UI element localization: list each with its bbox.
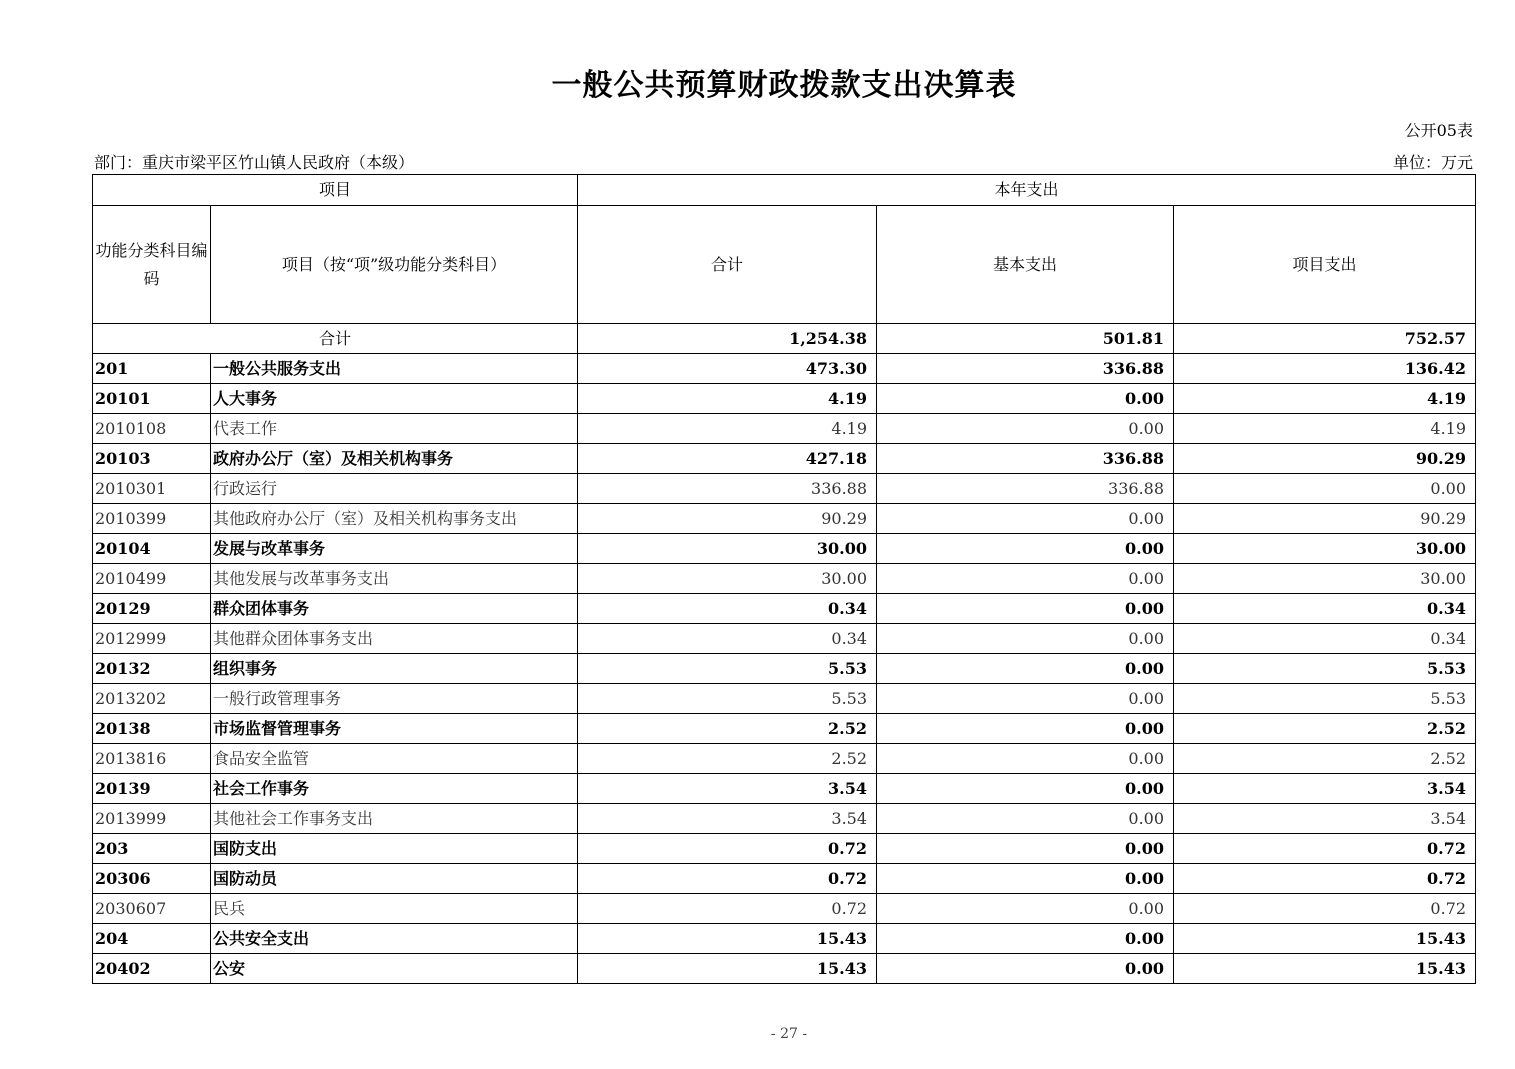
row-project: 0.72	[1174, 834, 1476, 864]
row-code: 20139	[93, 774, 211, 804]
page-number: - 27 -	[770, 1026, 808, 1042]
row-basic: 0.00	[877, 684, 1174, 714]
row-code: 20104	[93, 534, 211, 564]
table-row	[93, 624, 1476, 654]
row-basic: 0.00	[877, 864, 1174, 894]
row-code: 204	[93, 924, 211, 954]
row-name: 其他群众团体事务支出	[211, 624, 578, 654]
row-total: 3.54	[578, 804, 877, 834]
total-amount: 1,254.38	[578, 324, 877, 354]
row-project: 4.19	[1174, 384, 1476, 414]
row-code: 2010499	[93, 564, 211, 594]
row-total: 30.00	[578, 534, 877, 564]
row-basic: 0.00	[877, 624, 1174, 654]
row-code: 2013202	[93, 684, 211, 714]
unit-label: 单位：万元	[1392, 153, 1473, 172]
row-name: 政府办公厅（室）及相关机构事务	[211, 444, 578, 474]
table-row	[93, 444, 1476, 474]
table-row	[93, 744, 1476, 774]
row-basic: 0.00	[877, 654, 1174, 684]
row-code: 20129	[93, 594, 211, 624]
row-project: 2.52	[1174, 744, 1476, 774]
table-row	[93, 354, 1476, 384]
header-row-main	[93, 175, 1476, 206]
row-name: 民兵	[211, 894, 578, 924]
header-project: 项目支出	[1174, 206, 1476, 324]
table-row	[93, 894, 1476, 924]
row-name: 代表工作	[211, 414, 578, 444]
row-total: 4.19	[578, 414, 877, 444]
table-row	[93, 504, 1476, 534]
row-name: 其他政府办公厅（室）及相关机构事务支出	[211, 504, 578, 534]
row-name: 群众团体事务	[211, 594, 578, 624]
header-item: 项目	[93, 175, 578, 206]
row-code: 2030607	[93, 894, 211, 924]
row-code: 20103	[93, 444, 211, 474]
row-name: 公共安全支出	[211, 924, 578, 954]
row-code: 20132	[93, 654, 211, 684]
row-total: 0.72	[578, 864, 877, 894]
row-basic: 0.00	[877, 924, 1174, 954]
row-project: 15.43	[1174, 924, 1476, 954]
row-name: 社会工作事务	[211, 774, 578, 804]
row-project: 5.53	[1174, 684, 1476, 714]
header-row-sub	[93, 206, 1476, 324]
row-name: 公安	[211, 954, 578, 984]
expenditure-table	[92, 174, 1476, 984]
row-name: 国防支出	[211, 834, 578, 864]
table-row	[93, 414, 1476, 444]
header-basic: 基本支出	[877, 206, 1174, 324]
row-basic: 0.00	[877, 894, 1174, 924]
row-total: 4.19	[578, 384, 877, 414]
row-total: 3.54	[578, 774, 877, 804]
total-label: 合计	[93, 324, 578, 354]
table-row	[93, 594, 1476, 624]
row-project: 4.19	[1174, 414, 1476, 444]
row-total: 336.88	[578, 474, 877, 504]
row-basic: 0.00	[877, 834, 1174, 864]
row-basic: 0.00	[877, 714, 1174, 744]
table-row	[93, 384, 1476, 414]
row-name: 食品安全监管	[211, 744, 578, 774]
row-basic: 0.00	[877, 414, 1174, 444]
row-total: 0.34	[578, 624, 877, 654]
table-number: 公开05表	[1404, 121, 1473, 140]
row-name: 发展与改革事务	[211, 534, 578, 564]
row-total: 15.43	[578, 954, 877, 984]
table-row	[93, 804, 1476, 834]
row-project: 90.29	[1174, 504, 1476, 534]
row-basic: 0.00	[877, 384, 1174, 414]
row-project: 0.00	[1174, 474, 1476, 504]
row-total: 15.43	[578, 924, 877, 954]
table-row	[93, 564, 1476, 594]
row-name: 行政运行	[211, 474, 578, 504]
table-row	[93, 954, 1476, 984]
row-project: 136.42	[1174, 354, 1476, 384]
row-name: 一般行政管理事务	[211, 684, 578, 714]
row-basic: 0.00	[877, 564, 1174, 594]
row-name: 组织事务	[211, 654, 578, 684]
row-total: 90.29	[578, 504, 877, 534]
row-basic: 0.00	[877, 744, 1174, 774]
row-total: 0.72	[578, 834, 877, 864]
header-total: 合计	[578, 206, 877, 324]
row-project: 15.43	[1174, 954, 1476, 984]
row-total: 30.00	[578, 564, 877, 594]
row-project: 0.72	[1174, 864, 1476, 894]
row-project: 3.54	[1174, 774, 1476, 804]
row-code: 2010301	[93, 474, 211, 504]
row-code: 2010399	[93, 504, 211, 534]
row-code: 2010108	[93, 414, 211, 444]
row-project: 30.00	[1174, 534, 1476, 564]
row-basic: 0.00	[877, 954, 1174, 984]
table-row	[93, 534, 1476, 564]
row-total: 2.52	[578, 744, 877, 774]
row-project: 2.52	[1174, 714, 1476, 744]
page-title: 一般公共预算财政拨款支出决算表	[551, 68, 1017, 103]
total-basic: 501.81	[877, 324, 1174, 354]
table-row	[93, 834, 1476, 864]
row-code: 2013999	[93, 804, 211, 834]
row-total: 473.30	[578, 354, 877, 384]
row-code: 2013816	[93, 744, 211, 774]
table-row	[93, 654, 1476, 684]
row-total: 0.34	[578, 594, 877, 624]
row-name: 国防动员	[211, 864, 578, 894]
table-row	[93, 864, 1476, 894]
total-row	[93, 324, 1476, 354]
row-basic: 0.00	[877, 504, 1174, 534]
row-project: 3.54	[1174, 804, 1476, 834]
header-current-year: 本年支出	[578, 175, 1476, 206]
header-code: 功能分类科目编码	[93, 206, 211, 324]
header-name: 项目（按“项”级功能分类科目）	[211, 206, 578, 324]
row-project: 90.29	[1174, 444, 1476, 474]
row-code: 20402	[93, 954, 211, 984]
row-name: 人大事务	[211, 384, 578, 414]
row-project: 0.72	[1174, 894, 1476, 924]
row-basic: 336.88	[877, 354, 1174, 384]
table-row	[93, 774, 1476, 804]
row-code: 20306	[93, 864, 211, 894]
row-code: 20138	[93, 714, 211, 744]
row-code: 2012999	[93, 624, 211, 654]
row-total: 2.52	[578, 714, 877, 744]
row-total: 0.72	[578, 894, 877, 924]
row-project: 5.53	[1174, 654, 1476, 684]
table-row	[93, 474, 1476, 504]
row-code: 201	[93, 354, 211, 384]
row-name: 其他发展与改革事务支出	[211, 564, 578, 594]
row-total: 5.53	[578, 654, 877, 684]
row-basic: 0.00	[877, 774, 1174, 804]
row-project: 30.00	[1174, 564, 1476, 594]
table-row	[93, 924, 1476, 954]
row-project: 0.34	[1174, 624, 1476, 654]
row-basic: 336.88	[877, 444, 1174, 474]
row-total: 5.53	[578, 684, 877, 714]
row-name: 其他社会工作事务支出	[211, 804, 578, 834]
row-code: 20101	[93, 384, 211, 414]
row-project: 0.34	[1174, 594, 1476, 624]
row-basic: 0.00	[877, 594, 1174, 624]
row-name: 市场监督管理事务	[211, 714, 578, 744]
row-basic: 0.00	[877, 534, 1174, 564]
row-name: 一般公共服务支出	[211, 354, 578, 384]
row-total: 427.18	[578, 444, 877, 474]
department-label: 部门：重庆市梁平区竹山镇人民政府（本级）	[94, 153, 415, 172]
row-code: 203	[93, 834, 211, 864]
table-row	[93, 714, 1476, 744]
total-project: 752.57	[1174, 324, 1476, 354]
row-basic: 0.00	[877, 804, 1174, 834]
row-basic: 336.88	[877, 474, 1174, 504]
table-row	[93, 684, 1476, 714]
